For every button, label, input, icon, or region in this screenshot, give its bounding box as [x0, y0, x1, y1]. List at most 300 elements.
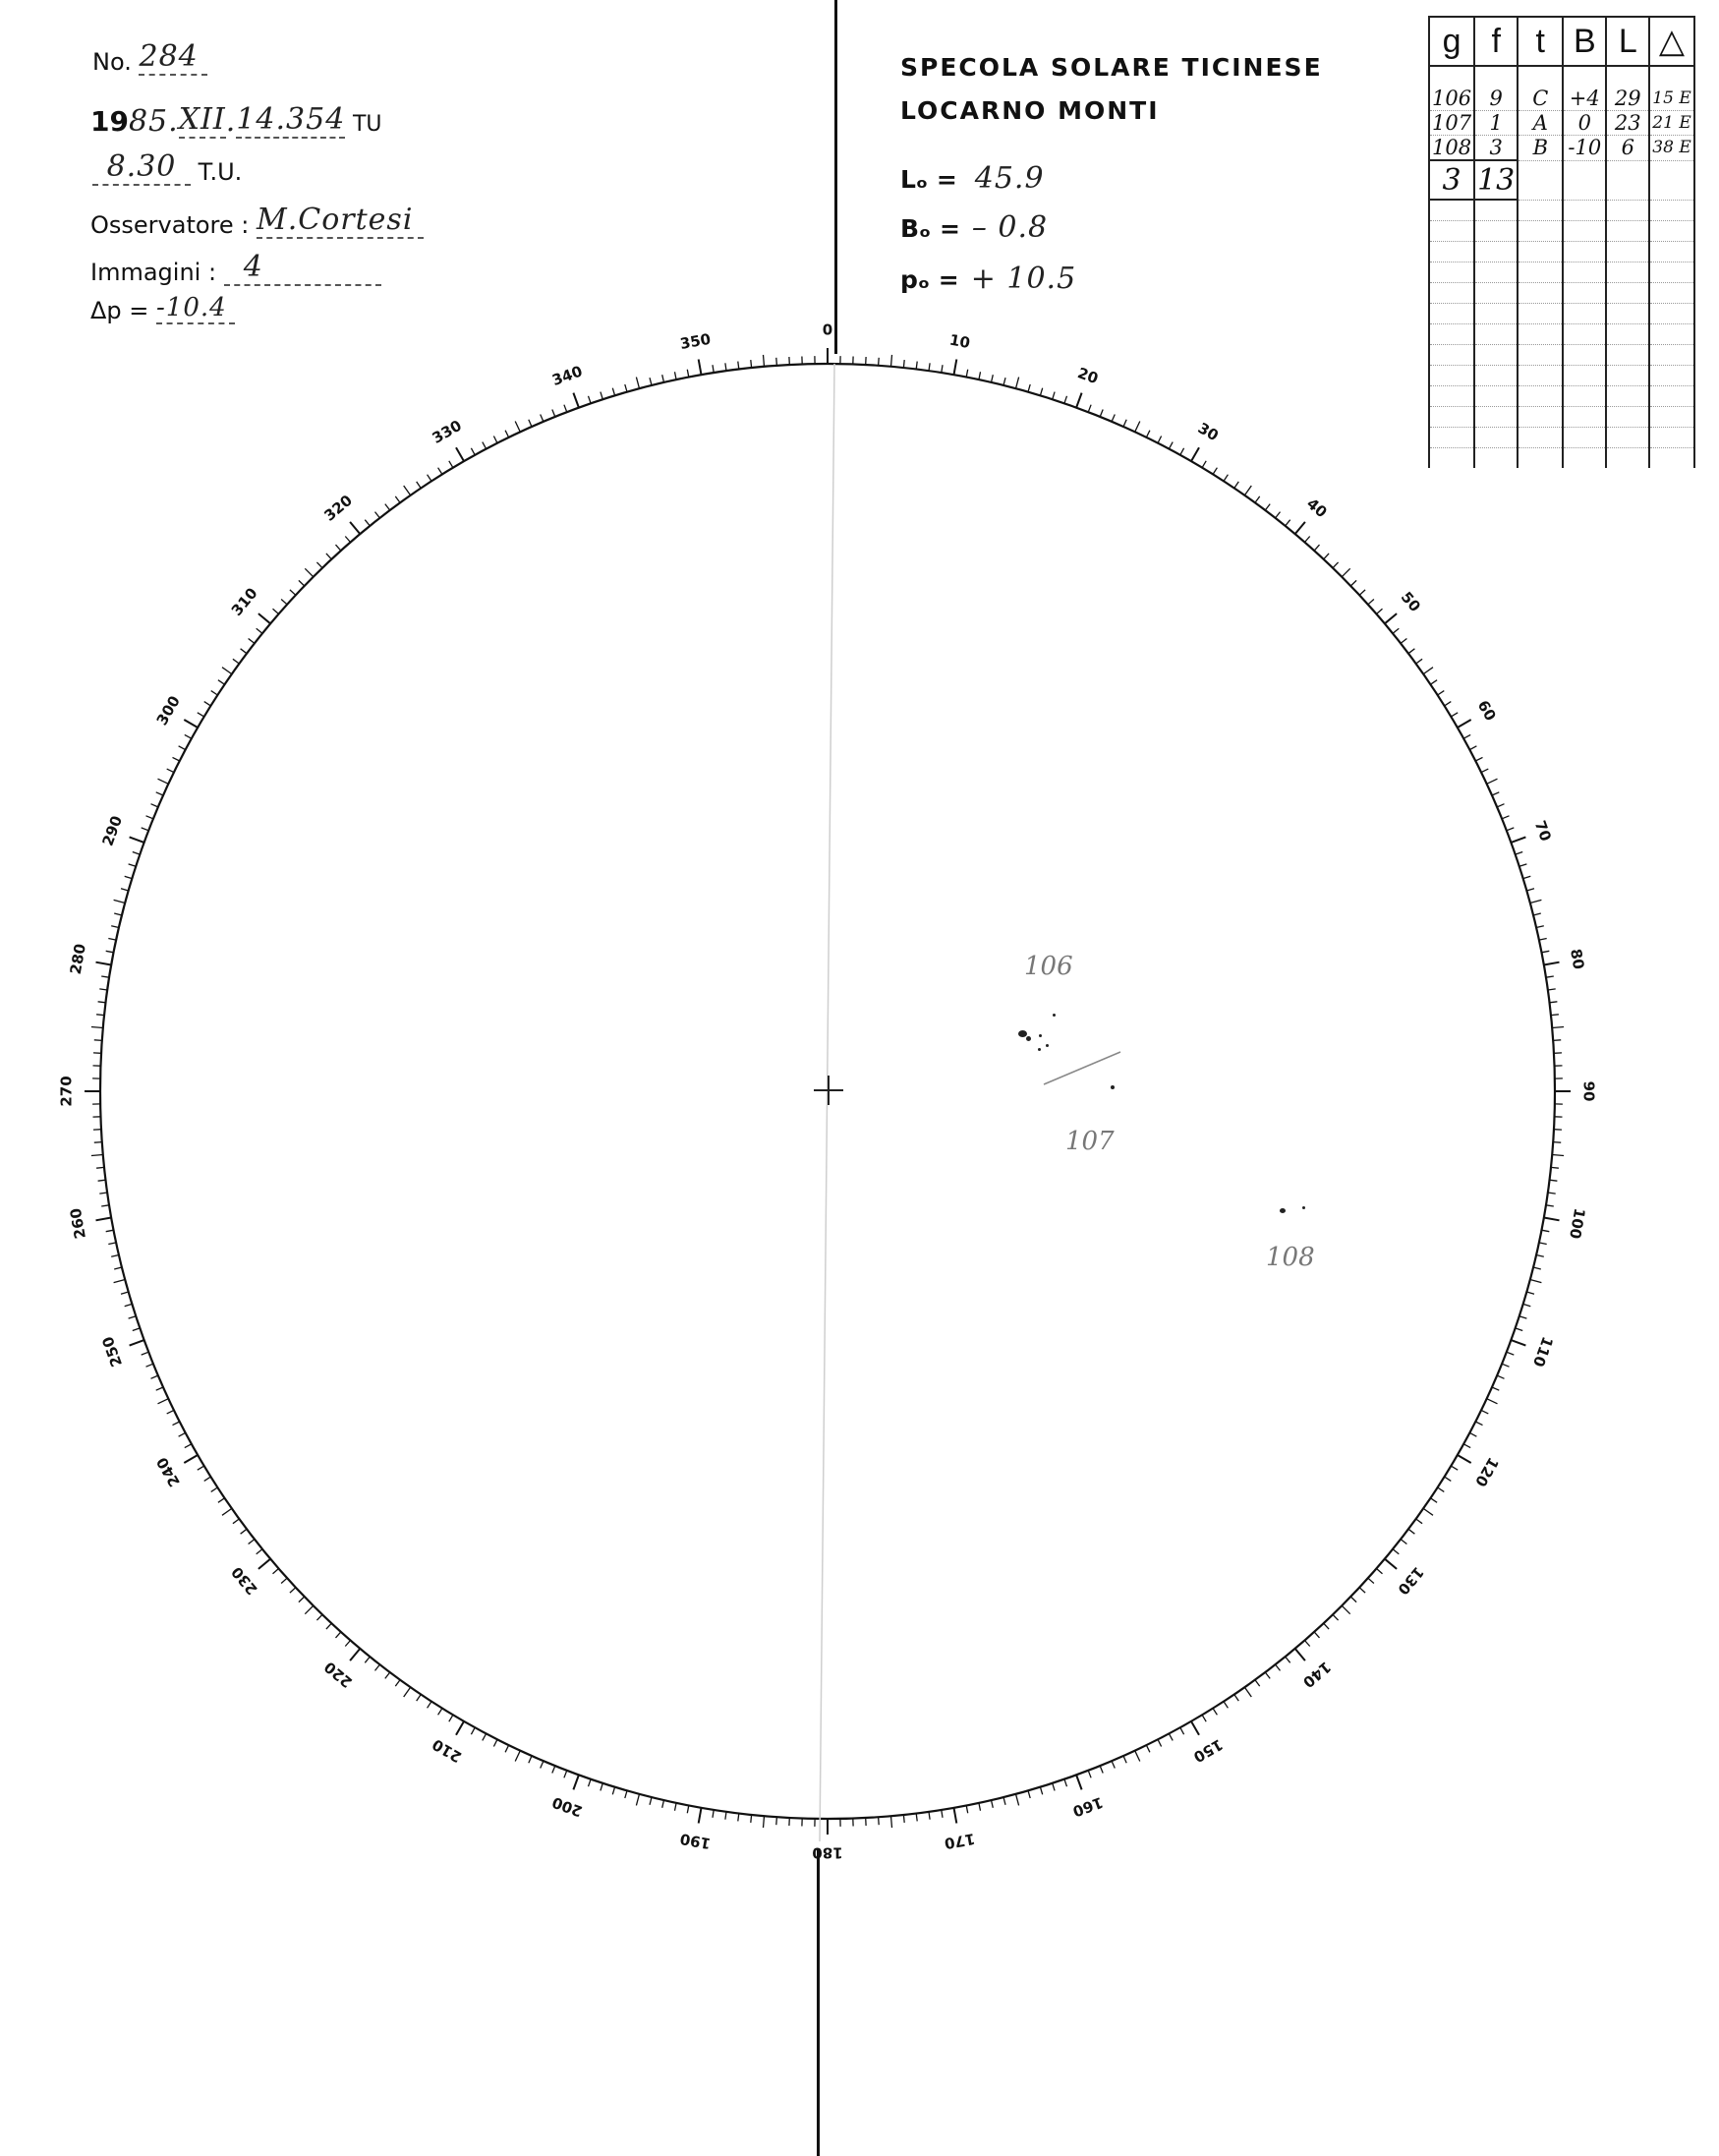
graduation-tick [776, 358, 777, 366]
graduation-tick [1393, 1549, 1399, 1554]
cell-t: B [1518, 136, 1563, 161]
graduation-tick [1548, 989, 1556, 990]
tick-label-200: 200 [549, 1792, 585, 1821]
graduation-tick [185, 1444, 192, 1448]
cell-t: C [1518, 87, 1563, 111]
graduation-tick [1286, 520, 1290, 526]
graduation-tick [428, 475, 431, 482]
graduation-tick [404, 486, 411, 495]
graduation-tick [249, 639, 255, 644]
graduation-tick [173, 757, 180, 761]
tick-label-110: 110 [1528, 1334, 1557, 1369]
tick-label-160: 160 [1070, 1792, 1106, 1821]
date-month: XII [178, 102, 226, 137]
column-header-g: g [1429, 17, 1474, 66]
graduation-tick [375, 1664, 380, 1670]
tick-label-10: 10 [947, 330, 972, 352]
graduation-tick [929, 363, 930, 371]
graduation-tick [96, 962, 112, 965]
graduation-tick [589, 1779, 592, 1787]
graduation-tick [1469, 746, 1476, 750]
graduation-tick [636, 378, 639, 389]
graduation-tick [1458, 720, 1471, 728]
graduation-tick [1314, 545, 1319, 551]
table-empty-row [1429, 386, 1694, 407]
cell-L: 23 [1606, 111, 1649, 136]
graduation-tick [211, 1487, 218, 1491]
tick-label-280: 280 [66, 942, 89, 976]
param-B0-label: Bₒ = [900, 214, 960, 243]
graduation-tick [675, 372, 677, 379]
graduation-tick [529, 420, 532, 427]
graduation-tick [493, 437, 497, 443]
table-empty-row [1429, 304, 1694, 324]
graduation-tick [903, 360, 904, 368]
table-empty-row [1429, 428, 1694, 448]
cell-L: 29 [1606, 87, 1649, 111]
graduation-tick [891, 1816, 892, 1828]
tick-label-250: 250 [98, 1334, 127, 1369]
column-header-L: L [1606, 17, 1649, 66]
graduation-tick [129, 864, 137, 866]
table-empty-row [1429, 200, 1694, 221]
graduation-tick [316, 562, 322, 568]
tick-label-220: 220 [320, 1658, 356, 1692]
graduation-tick [273, 1569, 279, 1574]
graduation-tick [222, 1508, 232, 1515]
graduation-tick [125, 876, 133, 878]
graduation-tick [483, 442, 487, 449]
graduation-tick [1191, 447, 1199, 461]
graduation-tick [1487, 779, 1498, 784]
graduation-tick [1276, 1664, 1281, 1670]
graduation-tick [751, 1815, 752, 1823]
graduation-tick [1502, 816, 1509, 819]
cell-t: A [1518, 111, 1563, 136]
graduation-tick [184, 720, 198, 728]
graduation-tick [375, 512, 380, 518]
graduation-tick [1191, 1721, 1199, 1735]
graduation-tick [879, 1817, 880, 1825]
graduation-tick [395, 496, 400, 502]
graduation-tick [541, 1761, 544, 1768]
graduation-tick [1401, 1540, 1406, 1544]
tick-label-330: 330 [429, 416, 465, 447]
table-empty-row [1429, 366, 1694, 386]
graduation-tick [1507, 1352, 1515, 1355]
graduation-tick [471, 448, 475, 455]
tick-label-30: 30 [1194, 419, 1222, 445]
graduation-tick [1523, 1304, 1531, 1306]
column-header-t: t [1518, 17, 1563, 66]
graduation-tick [417, 1695, 422, 1702]
graduation-tick [1552, 1027, 1564, 1028]
sunspot [1026, 1036, 1031, 1041]
central-meridian [820, 364, 834, 1841]
tick-label-270: 270 [57, 1076, 76, 1107]
graduation-tick [99, 989, 107, 990]
graduation-tick [992, 1800, 994, 1808]
graduation-tick [751, 360, 752, 368]
graduation-tick [249, 1540, 255, 1544]
cell-B: +4 [1563, 87, 1606, 111]
graduation-tick [1511, 1340, 1525, 1346]
tick-label-210: 210 [429, 1735, 465, 1767]
cell-f: 1 [1474, 111, 1518, 136]
delta-p-value: -10.4 [156, 293, 235, 324]
graduation-tick [281, 600, 287, 605]
graduation-tick [417, 482, 422, 489]
graduation-tick [257, 628, 262, 633]
tick-label-180: 180 [812, 1843, 843, 1862]
column-header-delta: △ [1649, 17, 1693, 66]
graduation-tick [114, 1267, 122, 1269]
graduation-tick [1431, 1498, 1438, 1503]
graduation-tick [725, 363, 726, 371]
graduation-tick [1276, 512, 1281, 518]
graduation-tick [675, 1803, 677, 1811]
graduation-tick [891, 355, 892, 367]
graduation-tick [942, 365, 943, 373]
graduation-tick [1202, 1715, 1206, 1721]
graduation-tick [764, 355, 765, 367]
graduation-tick [96, 1015, 104, 1016]
graduation-tick [158, 779, 169, 784]
total-groups: 3 [1429, 160, 1474, 200]
graduation-tick [114, 913, 122, 915]
graduation-tick [1550, 1002, 1558, 1003]
graduation-tick [1088, 405, 1091, 413]
graduation-tick [158, 1399, 169, 1404]
sunspot [1280, 1208, 1286, 1213]
graduation-tick [992, 375, 994, 382]
graduation-tick [167, 769, 174, 773]
graduation-tick [130, 837, 144, 843]
graduation-tick [1305, 537, 1310, 543]
graduation-tick [1481, 1410, 1488, 1414]
graduation-tick [404, 1687, 411, 1697]
graduation-tick [185, 734, 192, 738]
date-prefix: 19 [90, 105, 129, 138]
graduation-tick [966, 1805, 968, 1813]
graduation-tick [916, 1814, 917, 1822]
graduation-tick [1458, 1455, 1471, 1463]
graduation-tick [625, 384, 627, 392]
tick-label-190: 190 [678, 1830, 713, 1853]
observer-label: Osservatore : [90, 211, 250, 239]
sunspot [1302, 1206, 1305, 1209]
graduation-tick [222, 668, 232, 674]
graduation-tick [167, 1410, 174, 1414]
graduation-tick [1100, 1766, 1103, 1773]
tick-label-130: 130 [1394, 1563, 1428, 1599]
graduation-tick [1368, 600, 1374, 605]
graduation-tick [1377, 1569, 1383, 1574]
graduation-tick [94, 1040, 102, 1041]
sunspot [1038, 1048, 1041, 1051]
table-totals-row [1429, 160, 1694, 200]
graduation-tick [385, 504, 390, 510]
graduation-tick [173, 1422, 180, 1426]
graduation-tick [483, 1733, 487, 1740]
graduation-tick [1016, 378, 1019, 389]
graduation-tick [725, 1812, 726, 1820]
graduation-tick [1112, 415, 1115, 422]
graduation-tick [1492, 792, 1499, 795]
graduation-tick [108, 1243, 116, 1245]
graduation-tick [305, 1605, 313, 1613]
tick-label-40: 40 [1303, 495, 1331, 522]
table-empty-row [1429, 324, 1694, 345]
graduation-tick [218, 680, 225, 685]
graduation-tick [1224, 1702, 1228, 1709]
graduation-tick [198, 1466, 204, 1470]
cell-g: 107 [1429, 111, 1474, 136]
graduation-tick [299, 1597, 305, 1602]
graduation-tick [1548, 1193, 1556, 1194]
graduation-tick [290, 1588, 296, 1593]
graduation-tick [1539, 1243, 1547, 1245]
graduation-tick [233, 659, 239, 664]
graduation-tick [1481, 769, 1488, 773]
graduation-tick [456, 447, 464, 461]
graduation-tick [449, 1715, 453, 1721]
graduation-tick [1546, 976, 1554, 977]
graduation-tick [1451, 713, 1458, 717]
tick-label-320: 320 [320, 491, 356, 525]
graduation-tick [903, 1815, 904, 1823]
graduation-tick [1475, 1422, 1482, 1426]
table-row [1429, 111, 1694, 136]
tick-label-90: 90 [1579, 1080, 1598, 1102]
graduation-tick [1368, 1578, 1374, 1583]
graduation-tick [1463, 1444, 1470, 1448]
graduation-tick [1359, 1588, 1365, 1593]
graduation-tick [1213, 468, 1217, 475]
tick-label-240: 240 [152, 1454, 184, 1490]
graduation-tick [395, 1680, 400, 1686]
graduation-tick [541, 415, 544, 422]
graduation-tick [133, 1328, 141, 1331]
graduation-tick [1463, 734, 1470, 738]
graduation-tick [1393, 628, 1399, 633]
graduation-tick [151, 1375, 158, 1378]
graduation-tick [121, 889, 129, 891]
time-value: 8.30 [92, 149, 191, 186]
table-header-row [1429, 17, 1694, 66]
graduation-tick [385, 1672, 390, 1678]
table-row [1429, 87, 1694, 111]
graduation-tick [1541, 1230, 1549, 1232]
sunspot [1111, 1085, 1115, 1089]
graduation-tick [449, 461, 453, 468]
graduation-tick [101, 976, 109, 977]
graduation-tick [94, 1142, 102, 1143]
cell-delta: 21 E [1649, 111, 1693, 136]
graduation-tick [573, 393, 579, 408]
cell-delta: 38 E [1649, 136, 1693, 161]
graduation-tick [505, 1745, 509, 1752]
graduation-tick [636, 1794, 639, 1806]
group-107-indicator [1044, 1052, 1120, 1084]
graduation-tick [299, 580, 305, 586]
graduation-tick [179, 746, 186, 750]
graduation-tick [125, 1304, 133, 1306]
graduation-tick [1530, 1280, 1542, 1283]
graduation-tick [1544, 962, 1560, 965]
graduation-tick [1553, 1142, 1561, 1143]
graduation-tick [101, 1205, 109, 1206]
graduation-tick [1265, 1672, 1270, 1678]
cell-delta: 15 E [1649, 87, 1693, 111]
graduation-tick [1385, 1559, 1397, 1569]
graduation-tick [1377, 609, 1383, 613]
graduation-tick [1445, 1477, 1452, 1481]
graduation-tick [1123, 420, 1126, 427]
images-label: Immagini : [90, 259, 217, 286]
observation-date: 1985.XII.14.354 TU [90, 102, 382, 139]
graduation-tick [1492, 1387, 1499, 1390]
graduation-tick [1158, 1739, 1162, 1746]
graduation-tick [493, 1739, 497, 1746]
graduation-tick [204, 1477, 211, 1481]
graduation-tick [1333, 1614, 1339, 1620]
tick-label-290: 290 [98, 813, 127, 848]
column-header-f: f [1474, 17, 1518, 66]
graduation-tick [1146, 431, 1150, 437]
graduation-tick [1180, 448, 1184, 455]
graduation-tick [1530, 900, 1542, 903]
graduation-tick [1551, 1167, 1559, 1168]
graduation-tick [1416, 1519, 1422, 1524]
graduation-tick [1552, 1155, 1564, 1156]
graduation-tick [471, 1727, 475, 1734]
graduation-tick [1553, 1040, 1561, 1041]
graduation-tick [687, 370, 689, 378]
graduation-tick [1244, 1687, 1251, 1697]
graduation-tick [1516, 1328, 1523, 1331]
graduation-tick [713, 1810, 714, 1818]
graduation-tick [1028, 384, 1030, 392]
graduation-tick [233, 1519, 239, 1524]
graduation-tick [1475, 757, 1482, 761]
graduation-tick [612, 1787, 614, 1795]
table-row [1429, 136, 1694, 161]
graduation-tick [438, 468, 442, 475]
graduation-tick [1350, 580, 1356, 586]
graduation-tick [1234, 482, 1239, 489]
graduation-tick [1533, 1267, 1541, 1269]
graduation-tick [1416, 659, 1422, 664]
graduation-tick [290, 590, 296, 595]
date-suffix: TU [352, 112, 382, 137]
graduation-tick [662, 375, 664, 382]
date-day: 14.354 [236, 102, 346, 137]
graduation-tick [1533, 913, 1541, 915]
date-year: 85 [128, 104, 169, 139]
graduation-tick [1003, 378, 1005, 385]
images-value: 4 [224, 250, 381, 286]
graduation-tick [1158, 437, 1162, 443]
graduation-tick [1385, 613, 1397, 623]
graduation-tick [1135, 1751, 1140, 1762]
graduation-tick [1123, 1756, 1126, 1763]
report-number-label: No. [92, 48, 132, 76]
group-label-106: 106 [1024, 952, 1073, 981]
graduation-tick [156, 1387, 163, 1390]
delta-p-label: Δp = [90, 297, 149, 324]
cell-B: 0 [1563, 111, 1606, 136]
graduation-tick [1265, 504, 1270, 510]
cell-g: 106 [1429, 87, 1474, 111]
graduation-tick [1526, 1292, 1534, 1294]
graduation-tick [98, 1180, 106, 1181]
graduation-tick [979, 1803, 981, 1811]
graduation-tick [738, 1814, 739, 1822]
graduation-tick [713, 365, 714, 373]
graduation-tick [1497, 804, 1504, 807]
graduation-tick [1550, 1180, 1558, 1181]
graduation-tick [979, 372, 981, 379]
graduation-tick [204, 702, 211, 706]
graduation-tick [133, 852, 141, 855]
graduation-tick [966, 370, 968, 378]
graduation-tick [350, 1649, 360, 1661]
graduation-tick [129, 1316, 137, 1318]
graduation-tick [662, 1800, 664, 1808]
table-empty-row [1429, 221, 1694, 242]
graduation-tick [1438, 1487, 1445, 1491]
graduation-tick [1359, 590, 1365, 595]
graduation-tick [1497, 1375, 1504, 1378]
graduation-tick [1544, 1218, 1560, 1221]
graduation-tick [305, 568, 313, 576]
graduation-tick [179, 1432, 186, 1436]
graduation-tick [1305, 1641, 1310, 1647]
graduation-tick [1146, 1745, 1150, 1752]
graduation-tick [738, 362, 739, 370]
table-empty-row [1429, 262, 1694, 283]
graduation-tick [281, 1578, 287, 1583]
tick-label-120: 120 [1471, 1454, 1503, 1490]
graduation-tick [1224, 475, 1228, 482]
graduation-tick [1064, 1779, 1067, 1787]
graduation-tick [1028, 1790, 1030, 1798]
param-p0-label: pₒ = [900, 265, 959, 294]
cell-f: 3 [1474, 136, 1518, 161]
tick-label-70: 70 [1530, 818, 1555, 845]
param-L0-label: Lₒ = [900, 165, 957, 194]
graduation-tick [1295, 522, 1305, 534]
graduation-tick [1333, 562, 1339, 568]
graduation-tick [515, 1751, 520, 1762]
group-label-107: 107 [1065, 1127, 1115, 1156]
graduation-tick [1169, 442, 1173, 449]
cell-L: 6 [1606, 136, 1649, 161]
graduation-tick [258, 1559, 270, 1569]
graduation-tick [1511, 837, 1525, 843]
graduation-tick [326, 554, 331, 559]
table-empty-row [1429, 283, 1694, 304]
column-header-B: B [1563, 17, 1606, 66]
graduation-tick [1053, 1783, 1055, 1791]
graduation-tick [1064, 396, 1067, 404]
graduation-tick [1112, 1761, 1115, 1768]
tick-label-60: 60 [1473, 697, 1500, 725]
graduation-tick [91, 1155, 103, 1156]
graduation-tick [258, 613, 270, 623]
graduation-tick [564, 1771, 567, 1778]
